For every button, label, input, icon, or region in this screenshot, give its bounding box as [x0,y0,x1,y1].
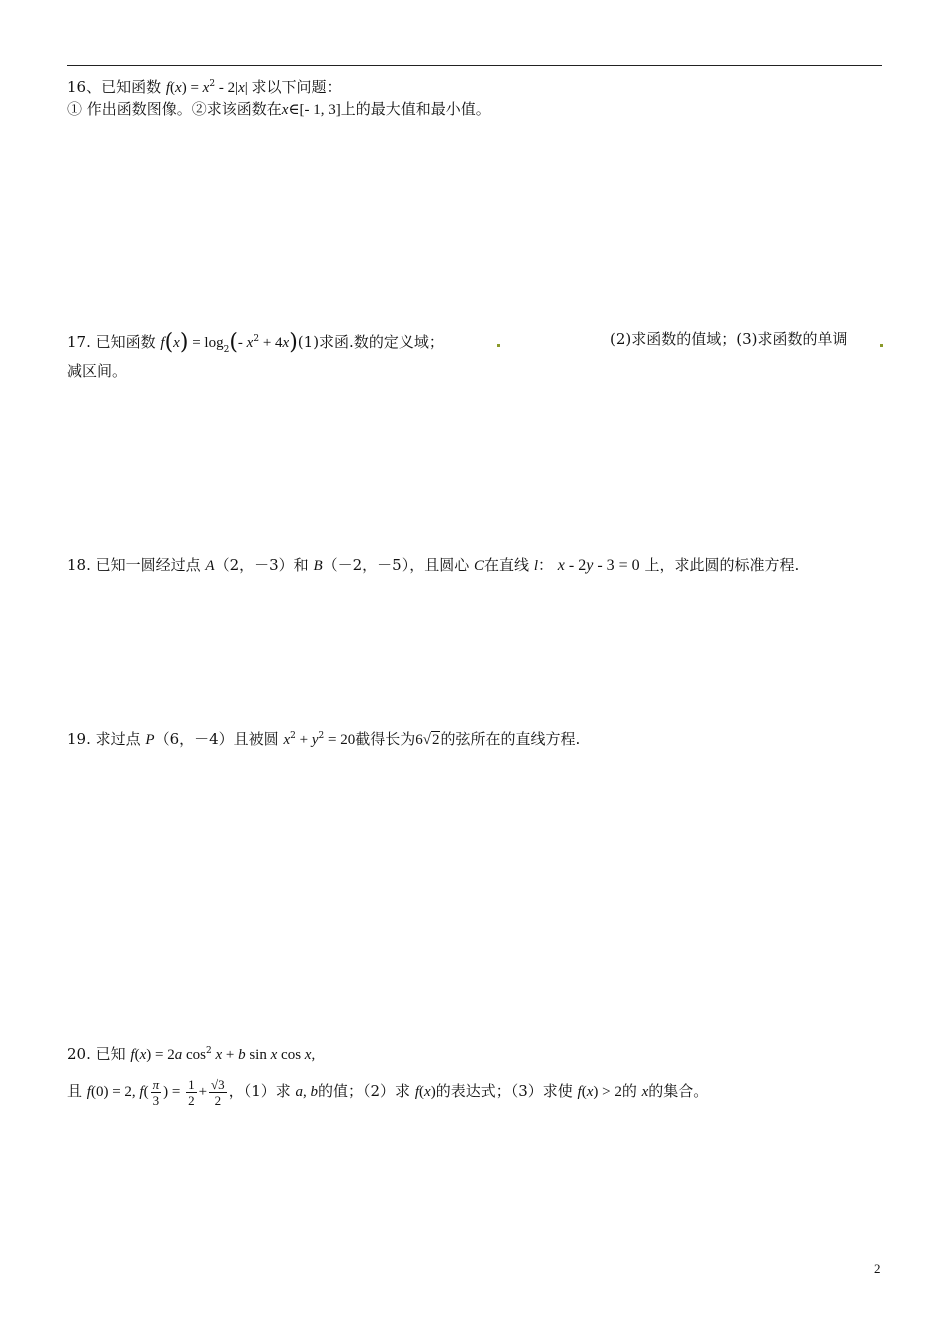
q19-circle-equation: x [283,732,291,748]
q18-point-b: （－2，－5），且圆心 [322,556,470,574]
question-20-line-1: 20. 已知 f(x) = 2a $\cos^2 x + b$ sin x cos x, [67,1045,316,1063]
q20-part3c: 的集合。 [648,1082,709,1100]
q16-formula: f [165,80,171,96]
question-20-line-2: 且 f(0) = 2, f( $\frac{\pi}{3}$ ) = $\frac{1}{2}$ + $\frac{√3}{2}$ ，（1）求 a, b的值；（2）求 f(x)的表达式；（3）求使 f(x) > 2的 x的集合。 [67,1076,709,1108]
q18-prefix: 18. 已知一圆经过点 [67,556,201,574]
q16-line2-b: 上的最大值和最小值。 [340,100,491,118]
q19-point: （6，－4）且被圆 [154,730,279,748]
question-17-line-1-right [610,328,848,350]
q17-part1: (1)求函.数的定义域； [297,333,444,351]
q17-prefix: 17. 已知函数 [67,333,161,351]
q20-part1: ，（1）求 [228,1082,291,1100]
q16-suffix: 求以下问题： [251,78,342,96]
marker-dot [497,344,500,347]
q16-prefix: 16、已知函数 [67,78,166,96]
q16-line2-a: ① 作出函数图像。②求该函数在 [67,100,282,118]
q17-line2: 减区间。 [67,362,128,380]
q18-suffix: 上，求此圆的标准方程. [644,556,800,574]
q20-conditions: f [86,1084,91,1100]
q19-prefix: 19. 求过点 [67,730,141,748]
q16-interval: x [281,102,289,118]
q19-chord-length: 6√2 [415,732,440,748]
question-17-line-2 [67,360,127,382]
question-16-line-1: 16、已知函数 $f(x) = x^2 - 2|x|$ 求以下问题： [67,78,342,96]
question-19: 19. 求过点 P（6，－4）且被圆 $x^2 + y^2 = 20$截得长为6√2的弦所在的直线方程. [67,730,581,748]
q17-formula: f [160,335,165,351]
q18-line-text: 在直线 [484,556,530,574]
q18-colon: ： [537,556,553,574]
q18-point-a: （2，－3）和 [214,556,309,574]
q19-suffix: 的弦所在的直线方程. [440,730,581,748]
q19-mid: 截得长为 [355,730,416,748]
q20-part3b: 的 [621,1082,637,1100]
header-rule [67,65,882,66]
q20-part1b: 的值；（2）求 [318,1082,411,1100]
q20-function: f [130,1047,135,1063]
question-17-line-1: 17. 已知函数 $f(x) = \log_2(-$ $x^2 + 4x)(1)$求函.数的定义域； [67,330,444,355]
q20-prefix: 20. 已知 [67,1045,126,1063]
question-18: 18. 已知一圆经过点 A（2，－3）和 B（－2，－5），且圆心 C在直线 l： x - 2y - 3 = 0 上，求此圆的标准方程. [67,556,800,574]
q20-part2b: 的表达式；（3）求使 [435,1082,573,1100]
question-16-line-2: ① 作出函数图像。②求该函数在x∈[- 1, 3]上的最大值和最小值。 [67,100,491,118]
q18-line-equation: x [557,557,565,574]
q20-line2-prefix: 且 [67,1082,83,1100]
q17-part23: (2)求函数的值域；(3)求函数的单调 [610,330,848,348]
page-number: 2 [874,1261,881,1276]
marker-dot [880,344,883,347]
